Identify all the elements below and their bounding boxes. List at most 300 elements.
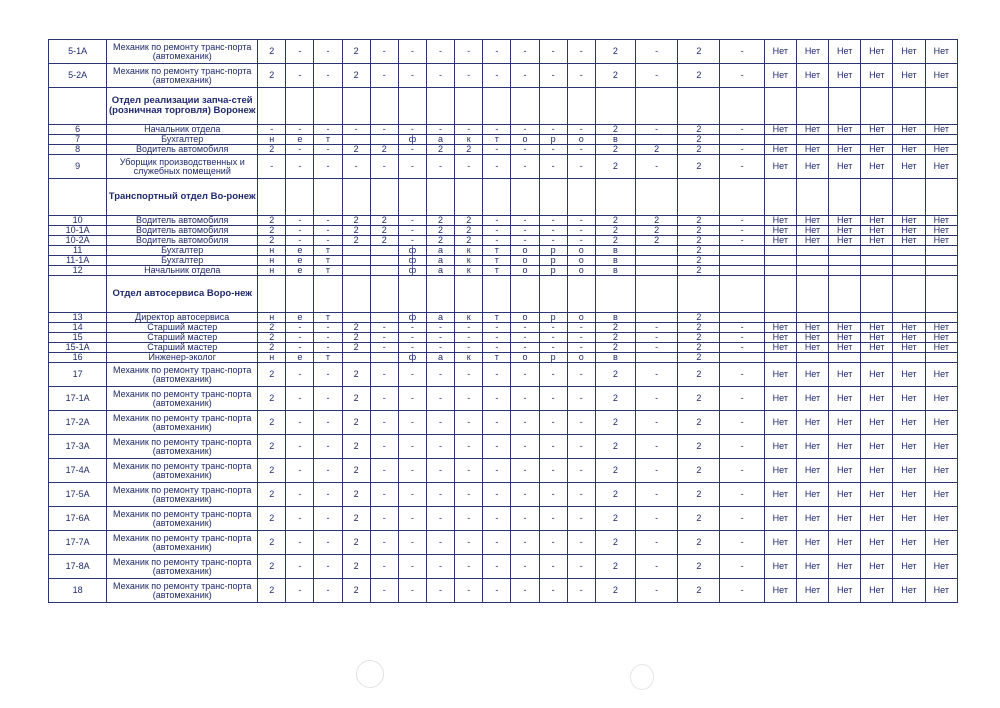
value-cell: - <box>720 387 764 411</box>
value-cell: - <box>539 459 567 483</box>
value-cell: - <box>567 579 595 603</box>
row-number: 8 <box>49 145 107 155</box>
value-cell: - <box>286 343 314 353</box>
value-cell <box>796 246 828 256</box>
value-cell: - <box>455 507 483 531</box>
value-cell: в <box>595 266 635 276</box>
value-cell: - <box>286 363 314 387</box>
value-cell: 2 <box>595 435 635 459</box>
value-cell: Нет <box>764 387 796 411</box>
value-cell <box>483 276 511 313</box>
value-cell: о <box>567 353 595 363</box>
position-name: Механик по ремонту транс-порта (автомеханик) <box>107 555 258 579</box>
value-cell: е <box>286 313 314 323</box>
value-cell <box>370 88 398 125</box>
value-cell <box>426 179 454 216</box>
value-cell: - <box>370 411 398 435</box>
position-name: Водитель автомобиля <box>107 226 258 236</box>
value-cell: 2 <box>258 483 286 507</box>
position-name: Механик по ремонту транс-порта (автомеханик) <box>107 40 258 64</box>
value-cell: Нет <box>893 145 925 155</box>
value-cell: - <box>455 459 483 483</box>
value-cell <box>342 135 370 145</box>
value-cell: 2 <box>678 555 720 579</box>
position-name: Механик по ремонту транс-порта (автомеханик) <box>107 435 258 459</box>
value-cell: 2 <box>595 555 635 579</box>
value-cell: в <box>595 246 635 256</box>
value-cell: Нет <box>893 435 925 459</box>
value-cell: Нет <box>829 216 861 226</box>
value-cell: 2 <box>258 555 286 579</box>
row-number: 18 <box>49 579 107 603</box>
value-cell: 2 <box>678 145 720 155</box>
value-cell <box>370 179 398 216</box>
position-name: Механик по ремонту транс-порта (автомеханик) <box>107 387 258 411</box>
value-cell: - <box>483 555 511 579</box>
value-cell <box>829 313 861 323</box>
value-cell: - <box>342 155 370 179</box>
value-cell: Нет <box>925 435 957 459</box>
value-cell: о <box>511 246 539 256</box>
value-cell: 2 <box>342 507 370 531</box>
value-cell <box>764 179 796 216</box>
value-cell: т <box>314 266 342 276</box>
row-number: 17-5А <box>49 483 107 507</box>
value-cell: - <box>258 125 286 135</box>
value-cell: - <box>567 343 595 353</box>
value-cell: 2 <box>678 411 720 435</box>
value-cell <box>764 313 796 323</box>
value-cell: о <box>511 135 539 145</box>
value-cell: - <box>720 411 764 435</box>
value-cell: Нет <box>829 64 861 88</box>
value-cell: Нет <box>829 555 861 579</box>
value-cell: - <box>342 125 370 135</box>
value-cell: н <box>258 135 286 145</box>
value-cell: Нет <box>829 125 861 135</box>
value-cell: 2 <box>258 387 286 411</box>
value-cell: 2 <box>636 145 678 155</box>
value-cell: - <box>567 459 595 483</box>
value-cell: - <box>636 155 678 179</box>
value-cell: Нет <box>796 323 828 333</box>
value-cell <box>720 256 764 266</box>
value-cell: - <box>286 125 314 135</box>
value-cell: Нет <box>764 226 796 236</box>
value-cell: - <box>370 323 398 333</box>
value-cell: - <box>567 531 595 555</box>
section-title: Отдел автосервиса Воро-неж <box>107 276 258 313</box>
value-cell <box>925 179 957 216</box>
value-cell: Нет <box>829 507 861 531</box>
value-cell: - <box>636 64 678 88</box>
value-cell <box>286 179 314 216</box>
value-cell: а <box>426 353 454 363</box>
value-cell <box>398 276 426 313</box>
value-cell: е <box>286 256 314 266</box>
value-cell: 2 <box>342 555 370 579</box>
value-cell: - <box>483 435 511 459</box>
value-cell <box>595 88 635 125</box>
value-cell: е <box>286 246 314 256</box>
position-name: Инженер-эколог <box>107 353 258 363</box>
value-cell: Нет <box>764 363 796 387</box>
value-cell: - <box>483 333 511 343</box>
value-cell: - <box>286 459 314 483</box>
value-cell: - <box>511 155 539 179</box>
value-cell: Нет <box>893 226 925 236</box>
value-cell: - <box>426 323 454 333</box>
value-cell: 2 <box>258 579 286 603</box>
value-cell: - <box>314 435 342 459</box>
value-cell <box>678 276 720 313</box>
value-cell: - <box>398 125 426 135</box>
value-cell <box>314 276 342 313</box>
table-row <box>49 555 958 579</box>
value-cell: 2 <box>678 363 720 387</box>
value-cell: - <box>539 531 567 555</box>
value-cell: - <box>567 236 595 246</box>
value-cell: Нет <box>893 483 925 507</box>
value-cell: - <box>370 155 398 179</box>
position-name: Водитель автомобиля <box>107 216 258 226</box>
value-cell: 2 <box>595 155 635 179</box>
value-cell: Нет <box>829 363 861 387</box>
value-cell: Нет <box>829 483 861 507</box>
value-cell: - <box>511 411 539 435</box>
value-cell: 2 <box>258 363 286 387</box>
value-cell: Нет <box>829 435 861 459</box>
value-cell: - <box>539 333 567 343</box>
value-cell: - <box>398 579 426 603</box>
value-cell <box>764 256 796 266</box>
value-cell: - <box>426 435 454 459</box>
working-conditions-table <box>48 39 958 603</box>
value-cell: - <box>483 343 511 353</box>
value-cell: - <box>511 216 539 226</box>
value-cell: - <box>314 323 342 333</box>
value-cell <box>893 246 925 256</box>
value-cell: Нет <box>829 459 861 483</box>
position-name: Механик по ремонту транс-порта (автомеханик) <box>107 459 258 483</box>
table-row <box>49 531 958 555</box>
value-cell: Нет <box>796 579 828 603</box>
value-cell: 2 <box>258 226 286 236</box>
value-cell: е <box>286 135 314 145</box>
value-cell: - <box>370 343 398 353</box>
row-number: 5-2А <box>49 64 107 88</box>
value-cell: в <box>595 135 635 145</box>
value-cell: к <box>455 135 483 145</box>
value-cell: - <box>483 459 511 483</box>
value-cell: Нет <box>764 483 796 507</box>
value-cell: 2 <box>342 459 370 483</box>
value-cell <box>342 256 370 266</box>
table-row <box>49 246 958 256</box>
value-cell: а <box>426 266 454 276</box>
value-cell: - <box>286 333 314 343</box>
value-cell: - <box>258 155 286 179</box>
value-cell: - <box>539 64 567 88</box>
value-cell: - <box>426 483 454 507</box>
value-cell: - <box>314 507 342 531</box>
value-cell: Нет <box>829 323 861 333</box>
value-cell: - <box>370 483 398 507</box>
value-cell: в <box>595 256 635 266</box>
value-cell <box>796 276 828 313</box>
value-cell: - <box>720 226 764 236</box>
value-cell: - <box>483 387 511 411</box>
table-row <box>49 64 958 88</box>
value-cell: - <box>720 363 764 387</box>
value-cell: Нет <box>796 411 828 435</box>
value-cell <box>893 88 925 125</box>
value-cell: Нет <box>796 216 828 226</box>
value-cell: Нет <box>893 333 925 343</box>
value-cell: - <box>398 435 426 459</box>
value-cell: - <box>636 483 678 507</box>
value-cell <box>861 246 893 256</box>
value-cell <box>861 276 893 313</box>
value-cell: - <box>483 323 511 333</box>
row-number: 6 <box>49 125 107 135</box>
value-cell <box>483 88 511 125</box>
value-cell <box>455 88 483 125</box>
value-cell <box>925 246 957 256</box>
value-cell: - <box>370 125 398 135</box>
value-cell: - <box>511 579 539 603</box>
value-cell: - <box>483 125 511 135</box>
value-cell: Нет <box>893 411 925 435</box>
value-cell: Нет <box>925 323 957 333</box>
value-cell: - <box>455 555 483 579</box>
value-cell: - <box>398 236 426 246</box>
row-number: 17 <box>49 363 107 387</box>
value-cell: - <box>398 216 426 226</box>
value-cell <box>720 246 764 256</box>
value-cell: - <box>636 343 678 353</box>
value-cell: Нет <box>925 226 957 236</box>
value-cell: 2 <box>678 256 720 266</box>
value-cell: ф <box>398 266 426 276</box>
value-cell: - <box>720 531 764 555</box>
value-cell <box>370 276 398 313</box>
value-cell: - <box>720 40 764 64</box>
value-cell: - <box>483 236 511 246</box>
value-cell <box>829 179 861 216</box>
value-cell: - <box>567 216 595 226</box>
value-cell: Нет <box>796 343 828 353</box>
value-cell: - <box>567 333 595 343</box>
value-cell <box>539 276 567 313</box>
value-cell: - <box>567 363 595 387</box>
value-cell <box>720 179 764 216</box>
value-cell: - <box>511 145 539 155</box>
table-row <box>49 216 958 226</box>
value-cell: 2 <box>678 531 720 555</box>
value-cell: 2 <box>258 507 286 531</box>
row-number: 17-6А <box>49 507 107 531</box>
value-cell: Нет <box>925 333 957 343</box>
value-cell: - <box>398 64 426 88</box>
value-cell: Нет <box>893 155 925 179</box>
value-cell: 2 <box>455 226 483 236</box>
value-cell: - <box>370 435 398 459</box>
value-cell <box>678 179 720 216</box>
value-cell: т <box>314 256 342 266</box>
row-number: 10 <box>49 216 107 226</box>
value-cell: - <box>483 579 511 603</box>
value-cell: - <box>455 64 483 88</box>
value-cell <box>342 266 370 276</box>
value-cell: Нет <box>893 531 925 555</box>
value-cell: - <box>455 333 483 343</box>
position-name: Бухгалтер <box>107 256 258 266</box>
value-cell: - <box>720 579 764 603</box>
table-row <box>49 145 958 155</box>
table-row <box>49 411 958 435</box>
value-cell: - <box>567 507 595 531</box>
value-cell: 2 <box>342 64 370 88</box>
value-cell <box>342 88 370 125</box>
value-cell <box>426 276 454 313</box>
value-cell: Нет <box>764 125 796 135</box>
value-cell: - <box>567 155 595 179</box>
value-cell: р <box>539 246 567 256</box>
value-cell: - <box>720 459 764 483</box>
value-cell: Нет <box>764 411 796 435</box>
position-name: Механик по ремонту транс-порта (автомеханик) <box>107 483 258 507</box>
value-cell: Нет <box>925 343 957 353</box>
value-cell: 2 <box>342 483 370 507</box>
value-cell <box>286 276 314 313</box>
position-name: Старший мастер <box>107 343 258 353</box>
position-name: Водитель автомобиля <box>107 145 258 155</box>
row-number: 15 <box>49 333 107 343</box>
value-cell: Нет <box>796 40 828 64</box>
value-cell: 2 <box>370 216 398 226</box>
value-cell: - <box>398 555 426 579</box>
value-cell: Нет <box>925 555 957 579</box>
value-cell: - <box>483 155 511 179</box>
value-cell <box>764 276 796 313</box>
value-cell <box>511 179 539 216</box>
value-cell: 2 <box>595 531 635 555</box>
value-cell: - <box>370 531 398 555</box>
value-cell: - <box>720 483 764 507</box>
value-cell: - <box>314 64 342 88</box>
value-cell: ф <box>398 246 426 256</box>
value-cell: - <box>286 411 314 435</box>
value-cell: 2 <box>678 333 720 343</box>
position-name: Уборщик производственных и служебных помещений <box>107 155 258 179</box>
value-cell <box>370 135 398 145</box>
value-cell: - <box>720 216 764 226</box>
value-cell: Нет <box>796 483 828 507</box>
value-cell: Нет <box>893 323 925 333</box>
value-cell: - <box>314 411 342 435</box>
value-cell: н <box>258 313 286 323</box>
value-cell: 2 <box>258 411 286 435</box>
value-cell <box>720 135 764 145</box>
value-cell: 2 <box>678 313 720 323</box>
value-cell: 2 <box>258 216 286 226</box>
value-cell: т <box>483 353 511 363</box>
value-cell: - <box>286 64 314 88</box>
table-row <box>49 483 958 507</box>
value-cell: а <box>426 135 454 145</box>
value-cell: Нет <box>861 145 893 155</box>
value-cell <box>342 246 370 256</box>
value-cell: - <box>398 40 426 64</box>
value-cell <box>861 353 893 363</box>
value-cell: - <box>426 333 454 343</box>
row-number: 17-1А <box>49 387 107 411</box>
table-row <box>49 507 958 531</box>
value-cell: 2 <box>258 145 286 155</box>
value-cell <box>426 88 454 125</box>
value-cell: 2 <box>455 145 483 155</box>
value-cell: - <box>286 40 314 64</box>
value-cell <box>796 313 828 323</box>
position-name: Механик по ремонту транс-порта (автомеханик) <box>107 507 258 531</box>
value-cell: т <box>314 313 342 323</box>
value-cell: Нет <box>796 64 828 88</box>
value-cell: - <box>636 363 678 387</box>
value-cell: в <box>595 353 635 363</box>
value-cell: - <box>483 145 511 155</box>
row-number <box>49 276 107 313</box>
value-cell: - <box>567 226 595 236</box>
value-cell: 2 <box>595 236 635 246</box>
value-cell: Нет <box>829 343 861 353</box>
value-cell: Нет <box>861 333 893 343</box>
value-cell: - <box>455 411 483 435</box>
value-cell: а <box>426 256 454 266</box>
value-cell: - <box>567 411 595 435</box>
value-cell: 2 <box>636 236 678 246</box>
value-cell <box>796 179 828 216</box>
value-cell: - <box>426 579 454 603</box>
value-cell: Нет <box>829 579 861 603</box>
value-cell: ф <box>398 313 426 323</box>
value-cell: 2 <box>595 40 635 64</box>
value-cell: - <box>511 236 539 246</box>
value-cell: - <box>426 459 454 483</box>
value-cell: - <box>370 40 398 64</box>
position-name: Механик по ремонту транс-порта (автомеханик) <box>107 363 258 387</box>
row-number <box>49 179 107 216</box>
value-cell: Нет <box>893 216 925 226</box>
table-row <box>49 333 958 343</box>
table-row <box>49 387 958 411</box>
value-cell: - <box>286 531 314 555</box>
value-cell: - <box>370 555 398 579</box>
value-cell <box>678 88 720 125</box>
value-cell <box>342 179 370 216</box>
value-cell: 2 <box>342 363 370 387</box>
row-number: 5-1А <box>49 40 107 64</box>
value-cell: Нет <box>829 411 861 435</box>
value-cell <box>342 353 370 363</box>
value-cell: - <box>370 363 398 387</box>
table-row <box>49 125 958 135</box>
value-cell: 2 <box>342 323 370 333</box>
value-cell: Нет <box>893 64 925 88</box>
value-cell <box>636 246 678 256</box>
value-cell: - <box>426 155 454 179</box>
value-cell <box>893 313 925 323</box>
